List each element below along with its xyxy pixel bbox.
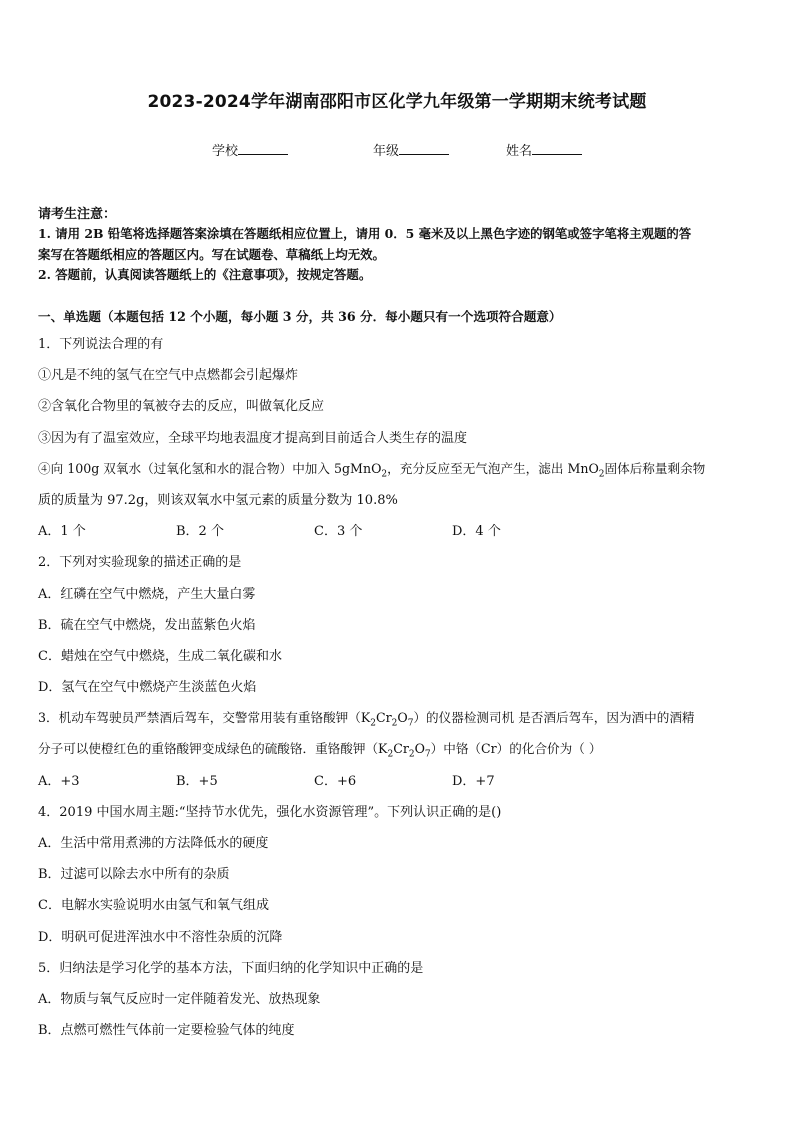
school-blank xyxy=(238,142,288,155)
notice-line-2: 2. 答题前，认真阅读答题纸上的《注意事项》，按规定答题。 xyxy=(38,267,372,282)
q1-statement-1: ①凡是不纯的氢气在空气中点燃都会引起爆炸 xyxy=(38,368,299,383)
notice-line-1a: 1. 请用 2B 铅笔将选择题答案涂填在答题纸相应位置上，请用 0．5 毫米及以上黑色字迹的钢笔或签字笔将主观题的答 xyxy=(38,226,692,241)
name-field xyxy=(506,140,582,159)
q1-option-b: B．2 个 xyxy=(176,524,224,539)
q3-option-d: D．+7 xyxy=(452,774,495,789)
q1-statement-3: ③因为有了温室效应，全球平均地表温度才提高到目前适合人类生存的温度 xyxy=(38,431,468,446)
q2-stem: 2．下列对实验现象的描述正确的是 xyxy=(38,555,242,570)
name-label: 姓名 xyxy=(506,144,533,159)
q3-line-2: 分子可以使橙红色的重铬酸钾变成绿色的硫酸铬．重铬酸钾$(K_2Cr_2O_7)$中铬（Cr）的化合价为（ ） xyxy=(38,741,602,760)
q4-option-a: A．生活中常用煮沸的方法降低水的硬度 xyxy=(38,836,269,851)
name-blank xyxy=(532,142,582,155)
q3-option-a: A．+3 xyxy=(38,774,80,789)
q3-option-c: C．+6 xyxy=(314,774,357,789)
q2-option-b: B．硫在空气中燃烧，发出蓝紫色火焰 xyxy=(38,618,256,633)
q2-option-c: C．蜡烛在空气中燃烧，生成二氧化碳和水 xyxy=(38,649,282,664)
q4-option-c: C．电解水实验说明水由氢气和氧气组成 xyxy=(38,898,269,913)
q4-option-b: B．过滤可以除去水中所有的杂质 xyxy=(38,867,230,882)
grade-blank xyxy=(399,142,449,155)
notice-line-1b: 案写在答题纸相应的答题区内。写在试题卷、草稿纸上均无效。 xyxy=(38,247,385,262)
q1-stem: 1．下列说法合理的有 xyxy=(38,337,164,352)
q1-statement-2: ②含氧化合物里的氧被夺去的反应，叫做氧化反应 xyxy=(38,399,325,414)
q4-stem: 4．2019 中国水周主题:“坚持节水优先，强化水资源管理”。下列认识正确的是() xyxy=(38,805,502,820)
q1-option-d: D．4 个 xyxy=(452,524,501,539)
school-field xyxy=(212,140,288,159)
grade-field xyxy=(373,140,449,159)
q1-option-a: A．1 个 xyxy=(38,524,86,539)
q2-option-d: D．氢气在空气中燃烧产生淡蓝色火焰 xyxy=(38,680,257,695)
q4-option-d: D．明矾可促进浑浊水中不溶性杂质的沉降 xyxy=(38,930,283,945)
exam-title: 2023-2024学年湖南邵阳市区化学九年级第一学期期末统考试题 xyxy=(147,92,647,112)
q1-statement-4b: 质的质量为 97.2g，则该双氧水中氢元素的质量分数为 10.8% xyxy=(38,493,398,508)
q5-option-b: B．点燃可燃性气体前一定要检验气体的纯度 xyxy=(38,1023,295,1038)
q1-statement-4a: ④向 100g 双氧水（过氧化氢和水的混合物）中加入 5gMnO$_2$，充分反应至无气泡产生，滤出 MnO$_2$固体后称量剩余物 xyxy=(38,461,706,480)
notice-heading: 请考生注意： xyxy=(38,207,117,222)
section-heading: 一、单选题（本题包括 12 个小题，每小题 3 分，共 36 分．每小题只有一个选项符合题意） xyxy=(38,309,562,324)
grade-label: 年级 xyxy=(373,144,400,159)
q3-line-1: 3．机动车驾驶员严禁酒后驾车，交警常用装有重铬酸钾$(K_2Cr_2O_7)$的仪器检测司机 是否酒后驾车，因为酒中的酒精 xyxy=(38,710,695,729)
q3-option-b: B．+5 xyxy=(176,774,218,789)
q5-option-a: A．物质与氧气反应时一定伴随着发光、放热现象 xyxy=(38,992,321,1007)
q2-option-a: A．红磷在空气中燃烧，产生大量白雾 xyxy=(38,587,256,602)
q5-stem: 5．归纳法是学习化学的基本方法，下面归纳的化学知识中正确的是 xyxy=(38,961,424,976)
school-label: 学校 xyxy=(212,144,239,159)
q1-option-c: C．3 个 xyxy=(314,524,363,539)
